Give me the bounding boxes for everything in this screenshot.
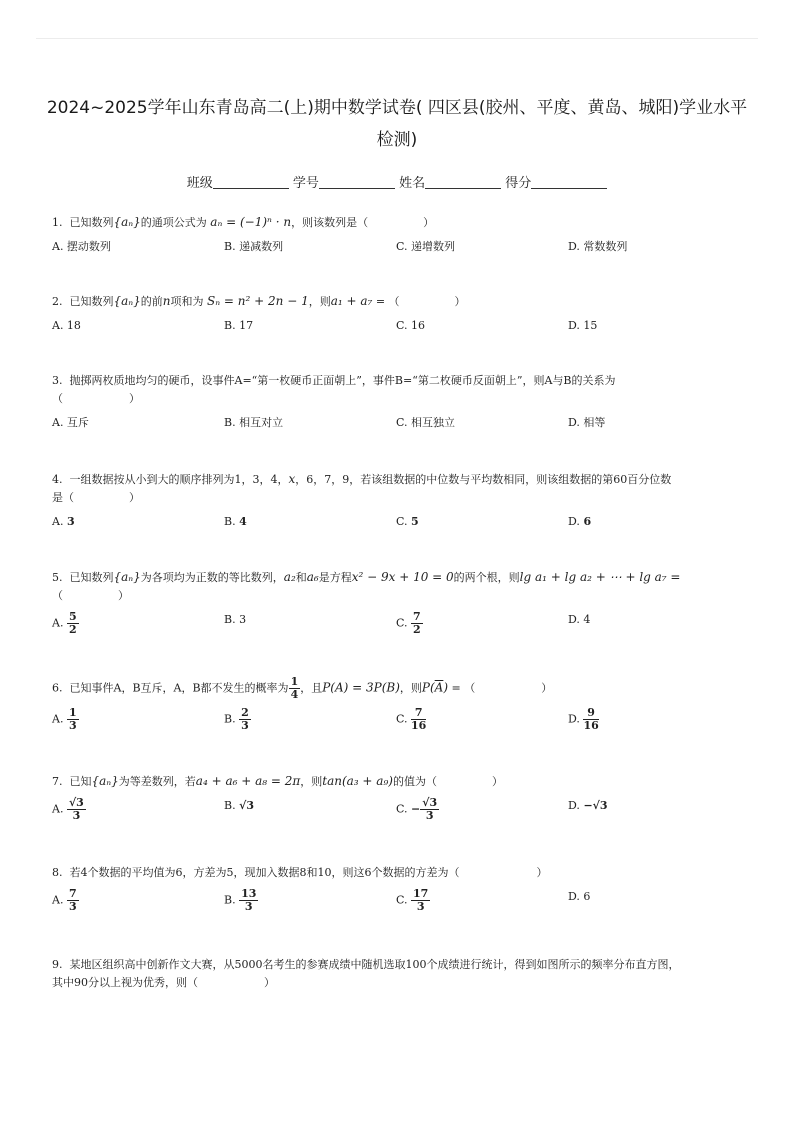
option-a[interactable]: A. $\frac{1}{3}$: [52, 706, 77, 732]
option-d[interactable]: D. $\frac{9}{16}$: [568, 706, 599, 732]
question-1-stem: 1. 已知数列{aₙ}的通项公式为 aₙ = (−1)ⁿ · n，则该数列是（ ）: [52, 215, 435, 229]
option-a[interactable]: A. 18: [52, 319, 81, 332]
option-b[interactable]: B. 3: [224, 613, 247, 626]
question-7-stem: 7. 已知{aₙ}为等差数列，若a₄ + a₆ + a₈ = 2π，则tan(a₃ + a₉)的值为（ ）: [52, 774, 503, 788]
option-a[interactable]: A. $\frac{5}{2}$: [52, 610, 77, 636]
question-6: [52, 676, 754, 737]
option-d[interactable]: D. 相等: [568, 416, 606, 429]
question-5-stem: 5. 已知数列{aₙ}为各项均为正数的等比数列，a₂和a₆是方程x² − 9x + 10 = 0的两个根，则lg a₁ + lg a₂ + ⋯ + lg a₇ = （ ）: [52, 570, 681, 602]
question-6-stem: 6. 已知事件A，B互斥，A，B都不发生的概率为 $\frac{1}{4}$ ，且P(A) = 3P(B)，则$P(\overline{A})$ = （ ）: [52, 675, 553, 701]
question-3-options: [52, 414, 754, 438]
option-b[interactable]: B. 相互对立: [224, 416, 284, 429]
option-c[interactable]: C. 递增数列: [396, 240, 456, 253]
question-2-options: [52, 317, 754, 341]
option-c[interactable]: C. 16: [396, 319, 426, 332]
option-a[interactable]: A. 3: [52, 515, 75, 528]
question-4-stem: 4. 一组数据按从小到大的顺序排列为1，3，4，x，6，7，9，若该组数据的中位数与平均数相同，则该组数据的第60百分位数 是（ ）: [52, 472, 672, 504]
option-a[interactable]: A. 摆动数列: [52, 240, 111, 253]
question-8: [52, 864, 754, 918]
question-3-stem: 3. 抛掷两枚质地均匀的硬币，设事件A=“第一枚硬币正面朝上”，事件B=“第二枚硬币反面朝上”，则A与B的关系为 （ ）: [52, 374, 616, 405]
question-4-options: [52, 513, 754, 537]
option-a[interactable]: A. 互斥: [52, 416, 89, 429]
question-5-options: [52, 611, 754, 641]
question-2: [52, 292, 754, 341]
class-label: 班级: [186, 176, 213, 191]
score-blank: [531, 174, 607, 189]
option-a[interactable]: A. $\frac{√3}{3}$: [52, 796, 84, 822]
option-b[interactable]: B. $\frac{2}{3}$: [224, 706, 249, 732]
option-d[interactable]: D. 常数数列: [568, 240, 628, 253]
page-title: 2024~2025学年山东青岛高二(上)期中数学试卷( 四区县(胶州、平度、黄岛、城阳)学业水平检测): [46, 98, 748, 150]
option-c[interactable]: C. − $\frac{√3}{3}$: [396, 796, 438, 822]
question-1-options: [52, 238, 754, 262]
header-divider: [36, 38, 758, 39]
option-b[interactable]: B. 17: [224, 319, 254, 332]
question-4: [52, 470, 754, 537]
option-c[interactable]: C. $\frac{7}{2}$: [396, 610, 421, 636]
option-b[interactable]: B. $\frac{13}{3}$: [224, 887, 257, 913]
question-6-options: [52, 707, 754, 737]
question-9: [52, 956, 754, 992]
question-8-stem: 8. 若4个数据的平均值为6，方差为5，现加入数据8和10，则这6个数据的方差为（ ）: [52, 866, 548, 879]
question-5: [52, 568, 754, 641]
question-7: [52, 772, 754, 829]
id-blank: [319, 174, 395, 189]
student-info-line: [0, 172, 794, 191]
score-label: 得分: [505, 176, 532, 191]
question-7-options: [52, 797, 754, 829]
question-9-stem: 9. 某地区组织高中创新作文大赛，从5000名考生的参赛成绩中随机选取100个成绩进行统计，得到如图所示的频率分布直方图， 其中90分以上视为优秀，则（ ）: [52, 958, 680, 989]
option-c[interactable]: C. 相互独立: [396, 416, 456, 429]
option-d[interactable]: D. 15: [568, 319, 598, 332]
question-8-options: [52, 888, 754, 918]
question-2-stem: 2. 已知数列{aₙ}的前n项和为 Sₙ = n² + 2n − 1，则a₁ + a₇ = （ ）: [52, 294, 466, 308]
option-d[interactable]: D. 6: [568, 890, 591, 903]
question-3: [52, 372, 754, 438]
option-c[interactable]: C. $\frac{7}{16}$: [396, 706, 427, 732]
name-label: 姓名: [399, 176, 426, 191]
option-b[interactable]: B. 递减数列: [224, 240, 284, 253]
option-c[interactable]: C. $\frac{17}{3}$: [396, 887, 429, 913]
class-blank: [213, 174, 289, 189]
option-d[interactable]: D. −√3: [568, 799, 608, 812]
id-label: 学号: [292, 176, 319, 191]
option-b[interactable]: B. √3: [224, 799, 254, 812]
option-d[interactable]: D. 4: [568, 613, 591, 626]
question-1: [52, 213, 754, 262]
option-d[interactable]: D. 6: [568, 515, 592, 528]
option-a[interactable]: A. $\frac{7}{3}$: [52, 887, 77, 913]
option-c[interactable]: C. 5: [396, 515, 419, 528]
name-blank: [425, 174, 501, 189]
option-b[interactable]: B. 4: [224, 515, 247, 528]
